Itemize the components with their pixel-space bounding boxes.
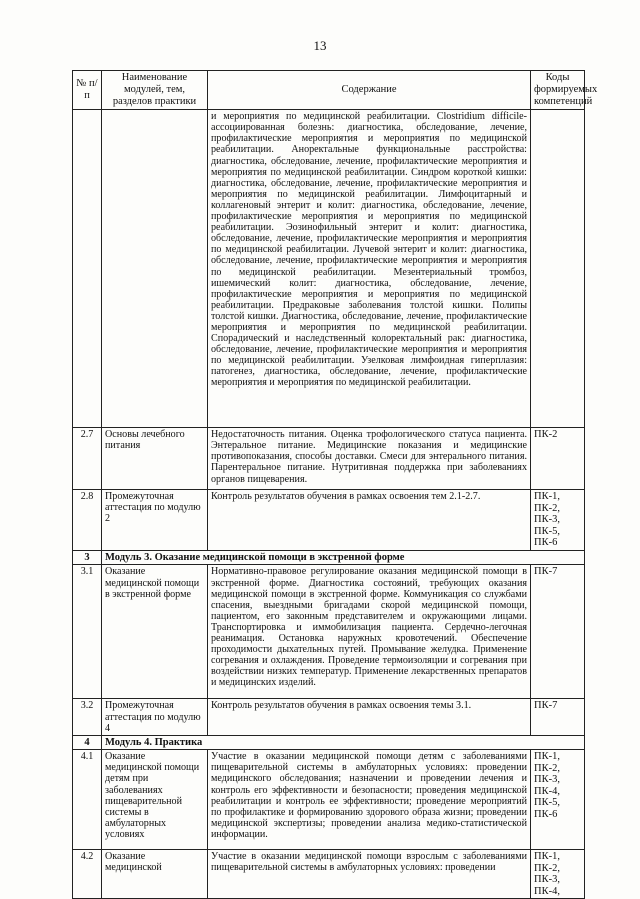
row-num: 4.1 — [73, 750, 102, 850]
module-title: Модуль 3. Оказание медицинской помощи в экстренной форме — [102, 550, 585, 565]
row-codes: ПК-7 — [531, 565, 585, 699]
module-num: 4 — [73, 735, 102, 750]
header-codes: Коды формируемых компетенций — [531, 71, 585, 110]
row-codes: ПК-7 — [531, 699, 585, 735]
row-name: Основы лечебного питания — [102, 428, 208, 490]
row-name: Промежуточная аттестация по модулю 2 — [102, 490, 208, 551]
module-title: Модуль 4. Практика — [102, 735, 585, 750]
row-num: 2.8 — [73, 490, 102, 551]
row-num: 2.7 — [73, 428, 102, 490]
row-content: Контроль результатов обучения в рамках освоения тем 2.1-2.7. — [208, 490, 531, 551]
row-content: Участие в оказании медицинской помощи взрослым с заболеваниями пищеварительной системы в амбулаторных условиях: проведении — [208, 850, 531, 899]
header-content: Содержание — [208, 71, 531, 110]
row-name — [102, 110, 208, 428]
row-num: 3.1 — [73, 565, 102, 699]
row-num: 3.2 — [73, 699, 102, 735]
header-name: Наименование модулей, тем, разделов практики — [102, 71, 208, 110]
table-row — [73, 490, 585, 551]
table-row — [73, 565, 585, 699]
table-row — [73, 428, 585, 490]
module-row — [73, 735, 585, 750]
curriculum-table — [72, 70, 598, 899]
table-row — [73, 750, 585, 850]
table-row — [73, 699, 585, 735]
row-name: Оказание медицинской — [102, 850, 208, 899]
table-row — [73, 850, 585, 899]
row-num — [73, 110, 102, 428]
row-codes: ПК-2 — [531, 428, 585, 490]
row-name: Оказание медицинской помощи детям при заболеваниях пищеварительной системы в амбулаторных условиях — [102, 750, 208, 850]
row-content: Контроль результатов обучения в рамках освоения темы 3.1. — [208, 699, 531, 735]
row-codes: ПК-1, ПК-2, ПК-3, ПК-4, — [531, 850, 585, 899]
row-num: 4.2 — [73, 850, 102, 899]
row-content: и мероприятия по медицинской реабилитации. Clostridium difficile-ассоциированная болезнь: диагностика, обследование, лечение, профилактические мероприятия и мероприятия по медицинской реабилитации. Аноректальные функциональные расстройства: диагностика, обследование, лечение, профилактические мероприятия и мероприятия по медицинской реабилитации. Синдром короткой кишки: диагностика, обследование, лечение, профилактические мероприятия и мероприятия по медицинской реабилитации. Лимфоцитарный и коллагеновый энтерит и колит: диагностика, обследование, лечение, профилактические мероприятия и мероприятия по медицинской реабилитации. Эозинофильный энтерит и колит: диагностика, обследование, лечение, профилактические мероприятия и мероприятия по медицинской реабилитации. Лучевой энтерит и колит: диагностика, обследование, лечение, профилактические мероприятия и мероприятия по медицинской реабилитации. Мезентериальный тромбоз, ишемический колит: диагностика, обследование, лечение, профилактические мероприятия и мероприятия по медицинской реабилитации. Предраковые заболевания толстой кишки. Полипы толстой кишки. Диагностика, обследование, лечение, профилактические мероприятия и мероприятия по медицинской реабилитации. Спорадический и наследственный колоректальный рак: диагностика, обследование, лечение, профилактические мероприятия и мероприятия по медицинской реабилитации. Узелковая лимфоидная гиперплазия: патогенез, диагностика, обследование, лечение, профилактические мероприятия и мероприятия по медицинской реабилитации. — [208, 110, 531, 428]
row-codes: ПК-1, ПК-2, ПК-3, ПК-5, ПК-6 — [531, 490, 585, 551]
module-row — [73, 550, 585, 565]
page-number: 13 — [313, 38, 327, 53]
table-header-row — [73, 71, 585, 110]
row-content: Нормативно-правовое регулирование оказания медицинской помощи в экстренной форме. Диагностика состояний, требующих оказания медицинской помощи в экстренной форме. Коммуникация со службами спасения, выездными бригадами скорой медицинской помощи, пациентом, его законным представителем и окружающими лицами. Транспортировка и иммобилизация пациента. Сердечно-легочная реанимация. Остановка наружных кровотечений. Обеспечение проходимости дыхательных путей. Промывание желудка. Применение согревания и охлаждения. Проведение термоизоляции и согревания при воздействии низких температур. Применение лекарственных препаратов и медицинских изделий. — [208, 565, 531, 699]
row-content: Участие в оказании медицинской помощи детям с заболеваниями пищеварительной системы в амбулаторных условиях: проведении медицинского обследования; назначении и проведении лечения и контроль его эффективности и безопасности; проведения медицинской реабилитации и контроль ее эффективности; проведение мероприятий по профилактике и формированию здорового образа жизни; проведении медицинской экспертизы; проведении анализа медико-статистической информации. — [208, 750, 531, 850]
table-row — [73, 110, 585, 428]
row-name: Оказание медицинской помощи в экстренной форме — [102, 565, 208, 699]
row-content: Недостаточность питания. Оценка трофологического статуса пациента. Энтеральное питание. Медицинские показания и медицинские противопоказания, способы доставки. Смеси для энтерального питания. Парентеральное питание. Нутритивная поддержка при заболеваниях органов пищеварения. — [208, 428, 531, 490]
module-num: 3 — [73, 550, 102, 565]
header-num: № п/п — [73, 71, 102, 110]
row-codes — [531, 110, 585, 428]
row-codes: ПК-1, ПК-2, ПК-3, ПК-4, ПК-5, ПК-6 — [531, 750, 585, 850]
row-name: Промежуточная аттестация по модулю 4 — [102, 699, 208, 735]
